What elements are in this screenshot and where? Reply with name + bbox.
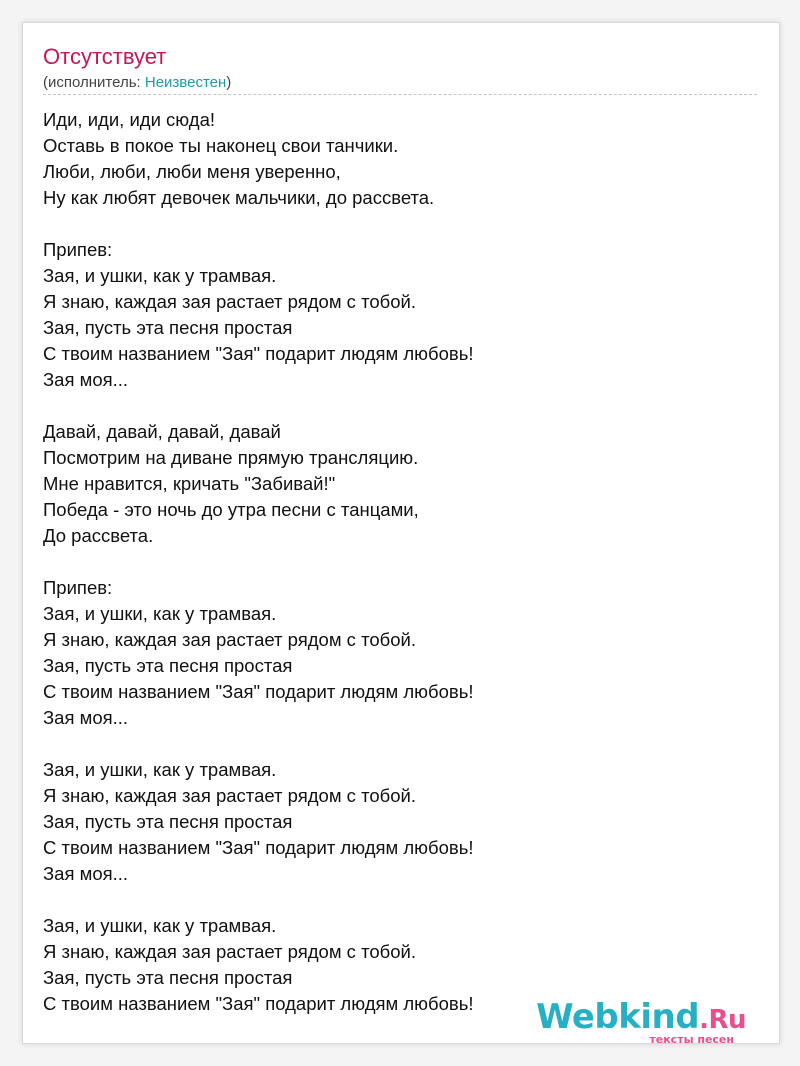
lyric-line: До рассвета. [43, 525, 154, 546]
lyric-line: Мне нравится, кричать "Забивай!" [43, 473, 336, 494]
artist-line [43, 73, 231, 93]
lyric-line: Зая, пусть эта песня простая [43, 967, 293, 988]
lyric-line: Припев: [43, 577, 113, 598]
lyric-line: С твоим названием "Зая" подарит людям любовь! [43, 343, 474, 364]
song-title: Отсутствует [43, 44, 167, 69]
lyric-line: С твоим названием "Зая" подарит людям любовь! [43, 993, 474, 1014]
lyric-line: С твоим названием "Зая" подарит людям любовь! [43, 837, 474, 858]
lyric-line: Я знаю, каждая зая растает рядом с тобой. [43, 785, 416, 806]
logo-brand: Webkind [536, 997, 700, 1037]
lyric-line: Люби, люби, люби меня уверенно, [43, 161, 341, 182]
lyric-line: Я знаю, каждая зая растает рядом с тобой. [43, 629, 416, 650]
lyrics-body [43, 107, 743, 1043]
stanza [43, 757, 743, 887]
lyric-line: Припев: [43, 239, 113, 260]
lyric-line: С твоим названием "Зая" подарит людям любовь! [43, 681, 474, 702]
stanza [43, 419, 743, 549]
artist-suffix: ) [226, 74, 232, 91]
lyric-line: Зая моя... [43, 863, 129, 884]
lyric-line: Зая, пусть эта песня простая [43, 655, 293, 676]
lyric-line: Зая моя... [43, 707, 129, 728]
lyric-line: Зая, пусть эта песня простая [43, 317, 293, 338]
lyric-line: Посмотрим на диване прямую трансляцию. [43, 447, 419, 468]
lyric-line: Зая моя... [43, 369, 129, 390]
lyric-line: Оставь в покое ты наконец свои танчики. [43, 135, 399, 156]
webkind-logo[interactable] [536, 998, 746, 1046]
lyric-line: Зая, и ушки, как у трамвая. [43, 759, 277, 780]
lyric-line: Ну как любят девочек мальчики, до рассвета. [43, 187, 435, 208]
lyric-line: Я знаю, каждая зая растает рядом с тобой. [43, 291, 416, 312]
lyric-line: Я знаю, каждая зая растает рядом с тобой. [43, 941, 416, 962]
stanza [43, 575, 743, 731]
logo-tld: .Ru [699, 1005, 746, 1035]
lyric-line: Зая, и ушки, как у трамвая. [43, 915, 277, 936]
divider [43, 94, 757, 95]
lyric-line: Давай, давай, давай, давай [43, 421, 281, 442]
stanza [43, 107, 743, 211]
artist-link[interactable]: Неизвестен [144, 74, 227, 91]
lyric-line: Победа - это ночь до утра песни с танцами, [43, 499, 419, 520]
lyric-line: Иди, иди, иди сюда! [43, 109, 215, 130]
stanza [43, 237, 743, 393]
lyric-line: Зая, и ушки, как у трамвая. [43, 603, 277, 624]
artist-prefix: (исполнитель: [43, 74, 145, 91]
lyric-line: Зая, пусть эта песня простая [43, 811, 293, 832]
lyric-line: Зая, и ушки, как у трамвая. [43, 265, 277, 286]
lyrics-card [22, 22, 780, 1044]
logo-tagline: тексты песен [649, 1033, 734, 1046]
